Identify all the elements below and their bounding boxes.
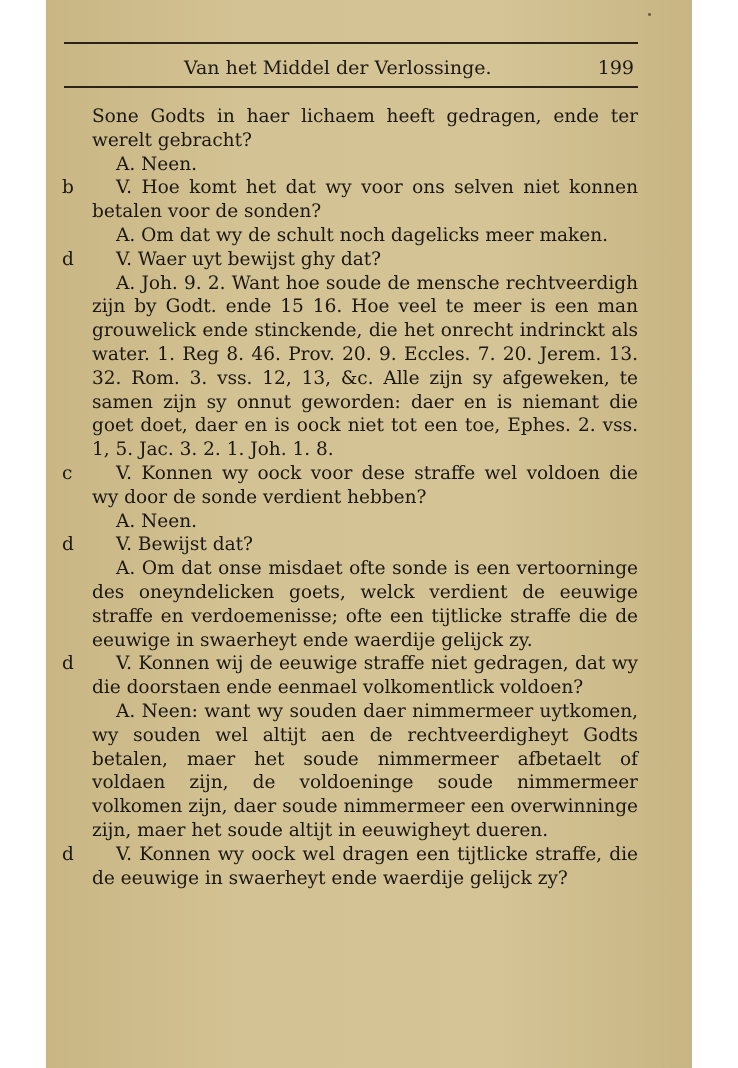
paragraph-text: V. Bewijst dat? <box>116 534 253 556</box>
paragraph-text: A. Joh. 9. 2. Want hoe soude de mensche rechtveerdigh zijn by Godt. ende 15 16. Hoe veel te meer is een man grouwelick ende stinckende, die het onrecht indrinckt als water. 1. Reg 8. 46. Prov. 20. 9. Eccles. 7. 20. Jerem. 13. 32. Rom. 3. vss. 12, 13, &c. Alle zijn sy afgeweken, te samen zijn sy onnut geworden: daer en is niemant die goet doet, daer en is oock niet tot een toe, Ephes. 2. vss. 1, 5. Jac. 3. 2. 1. Joh. 1. 8. <box>92 272 638 461</box>
margin-marker: d <box>62 534 74 556</box>
paragraph-text: V. Konnen wij de eeuwige straffe niet gedragen, dat wy die doorstaen ende eenmael volkomentlick voldoen? <box>92 653 638 699</box>
paragraph-text: A. Neen. <box>116 510 198 532</box>
page-body <box>62 105 638 890</box>
paragraph-text: Sone Godts in haer lichaem heeft gedragen, ende ter werelt gebracht? <box>92 106 638 151</box>
paragraph <box>92 105 638 153</box>
paragraph-text: A. Neen. <box>116 153 198 175</box>
header-rule-top <box>64 42 638 44</box>
paragraph-text: A. Om dat onse misdaet ofte sonde is een vertoorninge des oneyndelicken goets, welck verdient de eeuwige straffe en verdoemenisse; ofte een tijtlicke straffe die de eeuwige in swaerheyt ende waerdije gelijck zy. <box>92 558 638 651</box>
header-rule-bottom <box>64 86 638 88</box>
paragraph <box>62 652 638 700</box>
paragraph <box>62 248 638 272</box>
paragraph-text: A. Om dat wy de schult noch dagelicks meer maken. <box>116 224 608 246</box>
margin-marker: d <box>62 653 74 675</box>
paragraph-text: V. Konnen wy oock voor dese straffe wel voldoen die wy door de sonde verdient hebben? <box>92 462 638 508</box>
paragraph <box>92 700 638 843</box>
paragraph <box>92 510 638 534</box>
paragraph <box>92 153 638 177</box>
paragraph-text: A. Neen: want wy souden daer nimmermeer uytkomen, wy souden wel altijt aen de rechtveerdigheyt Godts betalen, maer het soude nimmermeer afbetaelt of voldaen zijn, de voldoeninge soude nimmermeer volkomen zijn, daer soude nimmermeer een overwinninge zijn, maer het soude altijt in eeuwigheyt dueren. <box>92 700 638 841</box>
margin-marker: b <box>62 177 74 199</box>
speck <box>648 13 651 16</box>
paragraph <box>92 224 638 248</box>
paragraph <box>62 533 638 557</box>
book-page <box>46 0 692 1068</box>
paragraph <box>92 557 638 652</box>
margin-marker: d <box>62 248 74 270</box>
running-title: Van het Middel der Verlossinge. <box>184 57 492 79</box>
paragraph-text: V. Konnen wy oock wel dragen een tijtlicke straffe, die de eeuwige in swaerheyt ende waerdije gelijck zy? <box>92 843 638 889</box>
paragraph <box>62 843 638 891</box>
running-header <box>64 54 638 82</box>
page-number: 199 <box>597 57 634 79</box>
margin-marker: d <box>62 843 74 865</box>
paragraph <box>62 462 638 510</box>
paragraph <box>62 176 638 224</box>
margin-marker: c <box>62 462 73 484</box>
paragraph <box>92 272 638 462</box>
paragraph-text: V. Hoe komt het dat wy voor ons selven niet konnen betalen voor de sonden? <box>92 177 638 223</box>
paragraph-text: V. Waer uyt bewijst ghy dat? <box>116 248 382 270</box>
